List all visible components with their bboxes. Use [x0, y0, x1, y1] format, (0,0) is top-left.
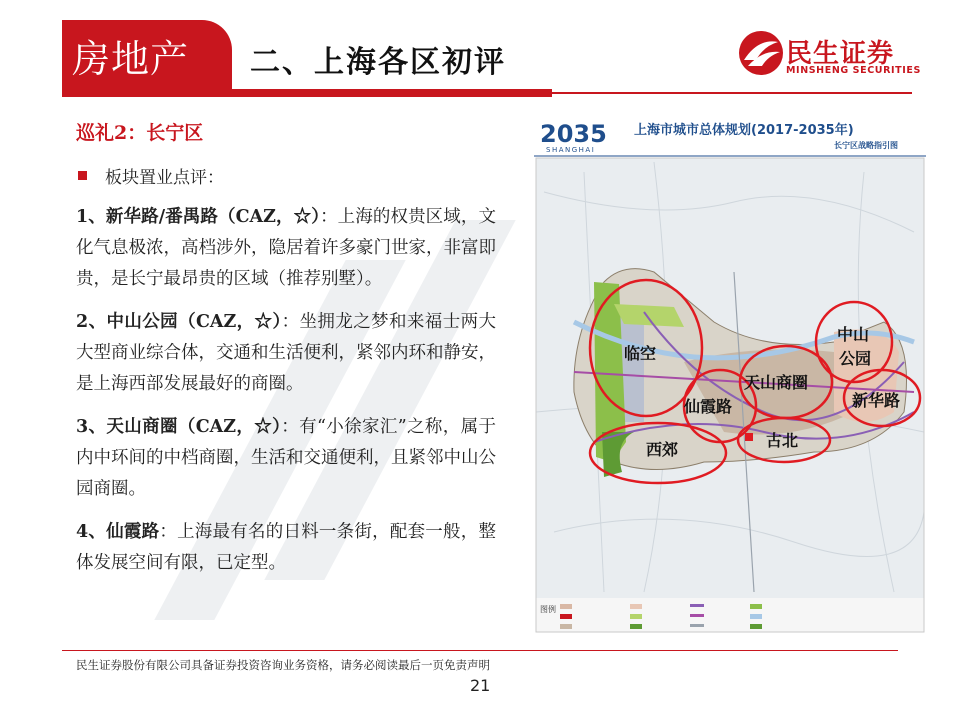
map-label-zhongshan-2: 公园: [839, 349, 872, 368]
bullet-line: [76, 163, 496, 188]
list-item: [76, 412, 496, 505]
item-text: ：上海最有名的日料一条街，配套一般，整体发展空间有限，已定型。: [76, 522, 496, 573]
district-heading: 巡礼2：长宁区: [76, 122, 204, 144]
gubei-marker-icon: [745, 433, 753, 441]
item-title: 3、天山商圈（CAZ，☆）: [76, 417, 282, 437]
map-label-xianxia: 仙霞路: [684, 397, 733, 416]
footer-rule: [62, 650, 898, 651]
header-rule: [62, 89, 552, 97]
item-text: ：上海的权贵区域，文化气息极浓，高档涉外，隐居着许多豪门世家，非富即贵，是长宁最昂贵的区域（推荐别墅）。: [76, 207, 496, 289]
brand-name-en: MINSHENG SECURITIES: [786, 65, 921, 76]
map-label-tianshan: 天山商圈: [744, 373, 809, 392]
list-item: [76, 517, 496, 579]
map-label-zhongshan-1: 中山: [837, 325, 870, 344]
map-label-xinhua: 新华路: [852, 391, 901, 410]
section-title: 二、上海各区初评: [250, 45, 506, 80]
page-number: 21: [470, 676, 491, 695]
map-label-xijiao: 西郊: [646, 440, 679, 459]
map-label-gubei: 古北: [766, 431, 799, 450]
header-rule-thin: [552, 92, 912, 94]
commentary-panel: [76, 118, 496, 591]
item-title: 4、仙霞路: [76, 522, 160, 542]
list-item: [76, 202, 496, 295]
minsheng-logo-icon: [738, 30, 784, 76]
footer-disclaimer: 民生证券股份有限公司具备证券投资咨询业务资格，请务必阅读最后一页免责声明: [76, 658, 490, 672]
item-text: ：坐拥龙之梦和来福士两大大型商业综合体，交通和生活便利，紧邻内环和静安，是上海西部发展最好的商圈。: [76, 312, 496, 394]
map-brand-number: 2035: [540, 120, 607, 148]
item-text: ：有“小徐家汇”之称，属于内中环间的中档商圈，生活和交通便利，且紧邻中山公园商圈。: [76, 417, 496, 499]
map-title: 上海市城市总体规划(2017-2035年): [634, 123, 854, 138]
category-tab-label: 房地产: [72, 37, 190, 81]
map-subtitle: 长宁区战略指引图: [834, 141, 898, 150]
map-legend-label: 图例: [540, 605, 556, 614]
district-plan-map: [534, 112, 926, 634]
item-title: 2、中山公园（CAZ，☆）: [76, 312, 282, 332]
map-brand-city: SHANGHAI: [546, 146, 596, 154]
square-bullet-icon: [78, 171, 87, 180]
map-label-linkong: 临空: [624, 344, 657, 363]
list-item: [76, 307, 496, 400]
bullet-text: 板块置业点评：: [105, 168, 224, 188]
item-title: 1、新华路/番禺路（CAZ，☆）: [76, 207, 321, 227]
brand-name-cn: 民生证券: [786, 39, 895, 69]
